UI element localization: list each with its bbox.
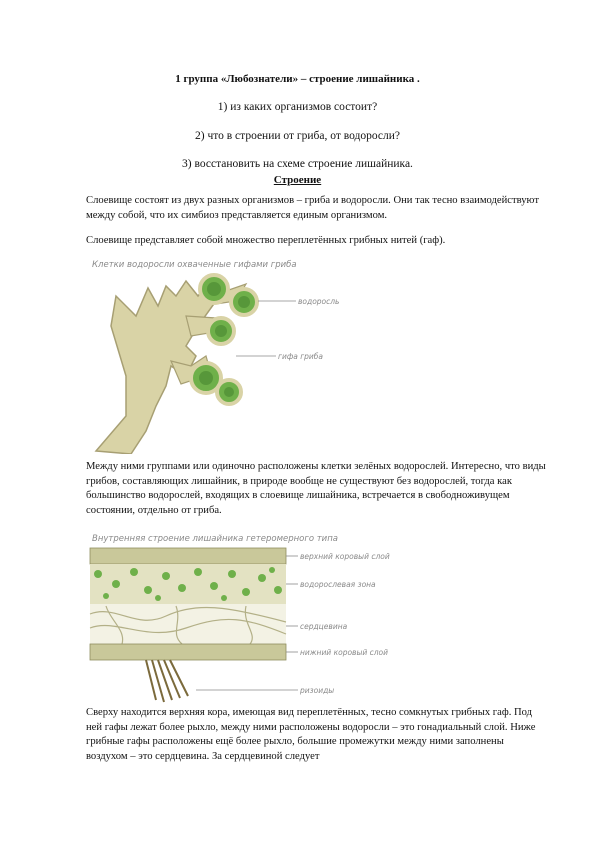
- figure-2-caption: Внутренняя строение лишайника гетеромерного типа: [92, 534, 338, 544]
- alga-nucleus: [224, 387, 234, 397]
- alga-nucleus: [207, 282, 221, 296]
- lower-cortex: [90, 644, 286, 660]
- paragraph-algae: Между ними группами или одиночно расположены клетки зелёных водорослей. Интересно, что виды грибов, составляющих лишайник, в природе вообще не существуют без водорослей, тогда как большинство водорослей, входящих в слоевище лишайника, встречается в свободноживущем состоянии, отдельно от гриба.: [86, 461, 546, 516]
- figure-1-caption: Клетки водоросли охваченные гифами гриба: [92, 260, 297, 270]
- section-subtitle: Строение: [273, 174, 322, 186]
- label-lower-cortex: нижний коровый слой: [300, 648, 389, 657]
- label-rhizoids: ризоиды: [300, 686, 335, 695]
- label-upper-cortex: верхний коровый слой: [300, 552, 390, 561]
- paragraph-layers: Сверху находится верхняя кора, имеющая вид переплетённых, тесно сомкнутых грибных гаф. Под ней гафы лежат более рыхло, между ними расположены водоросли – это гонадиальный слой. Ниже грибные гафы расположены ещё более рыхло, большие промежутки между ними заполнены воздухом – это сердцевина. За сердцевиной следует: [86, 707, 536, 762]
- alga-nucleus: [199, 371, 213, 385]
- figure-lichen-cross-section: [86, 530, 406, 705]
- paragraph-symbiosis: Слоевище состоят из двух разных организмов – гриба и водоросли. Они так тесно взаимодействуют между собой, что их симбиоз представляется единым организмом.: [86, 195, 539, 221]
- question-2: 2) что в строении от гриба, от водоросли?: [195, 130, 400, 142]
- figure-algae-hyphae: [86, 256, 351, 454]
- paragraph-thallus: Слоевище представляет собой множество переплетённых грибных нитей (гаф).: [86, 235, 446, 246]
- question-1: 1) из каких организмов состоит?: [217, 101, 378, 113]
- question-3: 3) восстановить на схеме строение лишайника.: [182, 158, 413, 170]
- label-alga: водоросль: [298, 297, 340, 306]
- page-title: 1 группа «Любознатели» – строение лишайника .: [175, 73, 420, 85]
- alga-nucleus: [215, 325, 227, 337]
- label-medulla: сердцевина: [300, 622, 348, 631]
- label-hypha: гифа гриба: [278, 352, 324, 361]
- label-algal-zone: водорослевая зона: [300, 580, 376, 589]
- upper-cortex: [90, 548, 286, 564]
- alga-nucleus: [238, 296, 250, 308]
- rhizoids: [146, 660, 188, 702]
